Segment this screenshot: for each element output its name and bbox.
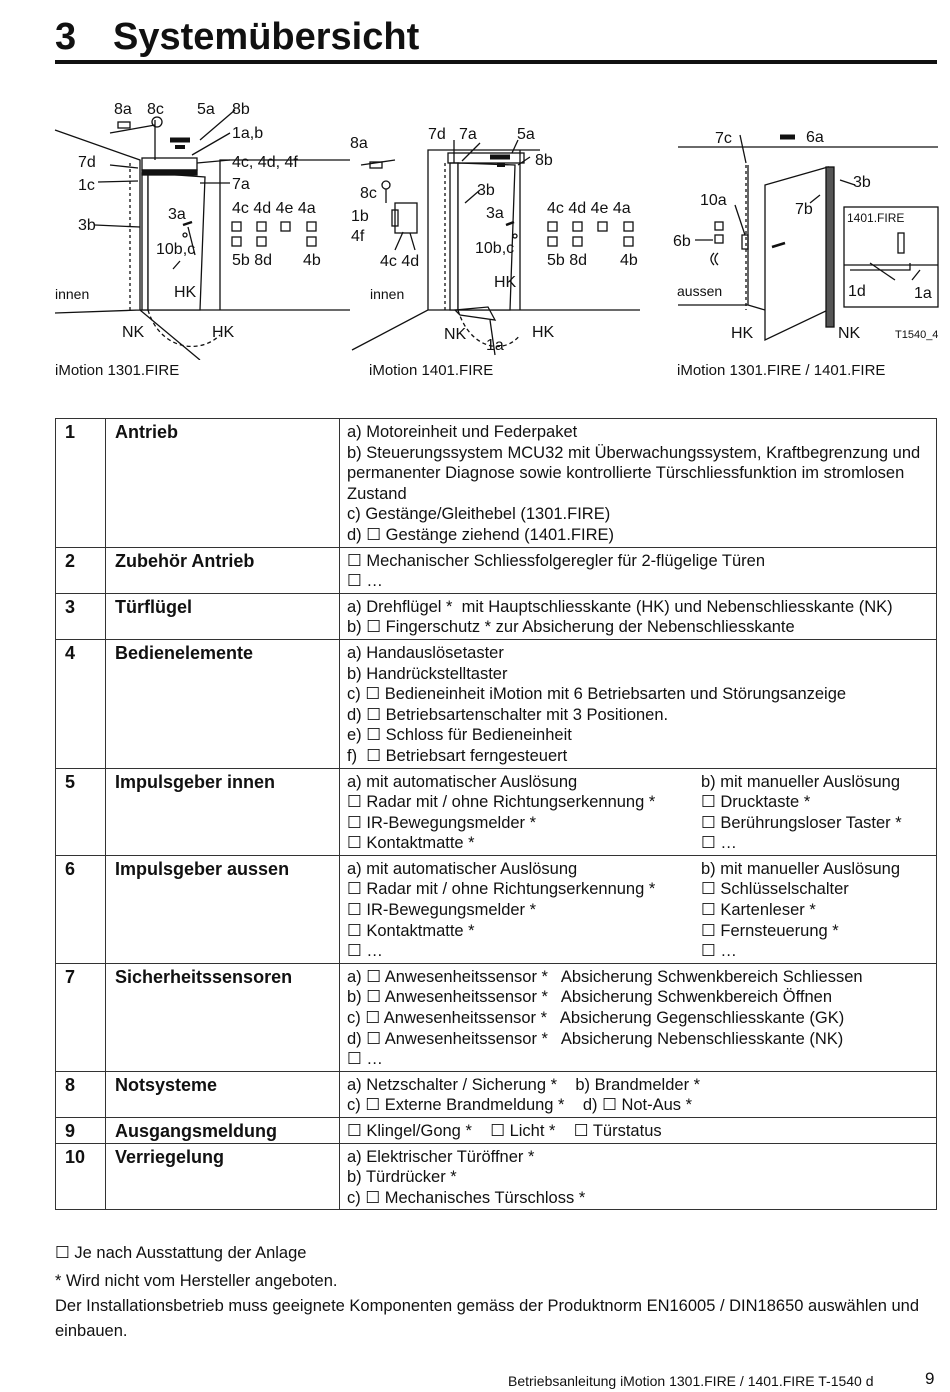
table-row: [56, 768, 937, 855]
description-line: a) Handauslösetaster: [347, 643, 504, 662]
two-column-list: [347, 859, 930, 962]
label: 7d: [428, 126, 446, 143]
description-line: ☐ Schlüsselschalter: [701, 880, 849, 899]
description-line: b) Türdrücker *: [347, 1168, 457, 1187]
row-title: Sicherheitssensoren: [106, 963, 340, 1071]
label: aussen: [677, 283, 723, 299]
description-line: ☐ Klingel/Gong * ☐ Licht * ☐ Türstatus: [347, 1122, 662, 1140]
row-number: 4: [56, 639, 106, 768]
description-line: ☐ Radar mit / ohne Richtungserkennung *: [347, 793, 656, 812]
section-number: 3: [55, 16, 77, 58]
system-overview-figure: [50, 85, 940, 360]
description-line: b) ☐ Anwesenheitssensor * Absicherung Schwenkbereich Öffnen: [347, 988, 833, 1007]
description-line: ☐ Kontaktmatte *: [347, 921, 475, 940]
description-line: c) ☐ Bedieneinheit iMotion mit 6 Betriebsarten und Störungsanzeige: [347, 685, 847, 704]
label: 4b: [303, 252, 321, 269]
label: 3b: [853, 174, 871, 191]
label: 8b: [232, 101, 250, 118]
figure-id: T1540_4: [895, 329, 939, 341]
description-line: ☐ Drucktaste *: [701, 793, 811, 812]
row-description: [340, 855, 937, 963]
row-description: [340, 1118, 937, 1144]
row-number: 5: [56, 768, 106, 855]
column-manual: [701, 772, 902, 854]
label: 5b 8d: [232, 252, 273, 269]
row-title: Türflügel: [106, 593, 340, 639]
label: 5b 8d: [547, 252, 588, 269]
column-manual: [701, 859, 900, 962]
label: 3a: [486, 205, 504, 222]
description-line: c) Gestänge/Gleithebel (1301.FIRE): [347, 505, 611, 524]
section-title: Systemübersicht: [113, 16, 420, 58]
row-number: 7: [56, 963, 106, 1071]
label: 4c 4d: [380, 253, 420, 270]
table-row: [56, 639, 937, 768]
description-line: a) ☐ Anwesenheitssensor * Absicherung Schwenkbereich Schliessen: [347, 967, 863, 986]
label: 4b: [620, 252, 638, 269]
label: HK: [494, 274, 517, 291]
row-description: [340, 593, 937, 639]
row-title: Impulsgeber aussen: [106, 855, 340, 963]
description-line: ☐ Kontaktmatte *: [347, 834, 475, 853]
label: 8a: [350, 135, 368, 152]
row-number: 3: [56, 593, 106, 639]
section-heading: [55, 10, 937, 64]
description-line: ☐ …: [347, 572, 383, 591]
description-line: c) ☐ Externe Brandmeldung * d) ☐ Not-Aus *: [347, 1096, 693, 1115]
label: 7b: [795, 201, 813, 218]
row-title: Ausgangsmeldung: [106, 1118, 340, 1144]
table-row: [56, 1118, 937, 1144]
description-line: a) Elektrischer Türöffner *: [347, 1147, 535, 1166]
row-number: 1: [56, 419, 106, 548]
description-line: c) ☐ Anwesenheitssensor * Absicherung Gegenschliesskante (GK): [347, 1009, 845, 1028]
label: innen: [370, 286, 405, 302]
row-description: [340, 1071, 937, 1117]
row-description: [340, 963, 937, 1071]
label: 1c: [78, 177, 95, 194]
label: 4c 4d 4e 4a: [547, 200, 631, 217]
row-title: Zubehör Antrieb: [106, 547, 340, 593]
description-line: ☐ Radar mit / ohne Richtungserkennung *: [347, 880, 656, 899]
description-line: ☐ Kartenleser *: [701, 901, 816, 920]
table-row: [56, 547, 937, 593]
table-row: [56, 419, 937, 548]
column-automatic: [347, 772, 701, 854]
table-row: [56, 855, 937, 963]
row-description: [340, 768, 937, 855]
label: HK: [212, 324, 235, 341]
table-row: [56, 593, 937, 639]
description-line: d) ☐ Betriebsartenschalter mit 3 Positionen.: [347, 705, 669, 724]
figure-caption: iMotion 1401.FIRE: [369, 362, 494, 379]
description-line: ☐ …: [347, 942, 383, 961]
description-line: a) Motoreinheit und Federpaket: [347, 423, 578, 441]
description-line: ☐ …: [347, 1050, 383, 1069]
description-line: b) ☐ Fingerschutz * zur Absicherung der Nebenschliesskante: [347, 618, 795, 637]
label: 7a: [459, 126, 477, 143]
label: 1a: [914, 285, 932, 302]
description-line: a) mit automatischer Auslösung: [347, 772, 578, 791]
label: HK: [174, 284, 197, 301]
table-row: [56, 1143, 937, 1210]
row-description: [340, 419, 937, 548]
description-line: d) ☐ Gestänge ziehend (1401.FIRE): [347, 525, 615, 544]
label: 3b: [78, 217, 96, 234]
description-line: ☐ IR-Bewegungsmelder *: [347, 813, 537, 832]
page-footer: Betriebsanleitung iMotion 1301.FIRE / 1401.FIRE T-1540 d: [508, 1373, 874, 1389]
row-title: Antrieb: [106, 419, 340, 548]
label: NK: [122, 324, 145, 341]
description-line: b) Handrückstelltaster: [347, 664, 508, 683]
label: 4c 4d 4e 4a: [232, 200, 316, 217]
description-line: ☐ Mechanischer Schliessfolgeregler für 2-flügelige Türen: [347, 551, 766, 570]
label: HK: [731, 325, 754, 342]
label: 8a: [114, 101, 132, 118]
label: 10b,c: [156, 241, 196, 258]
description-line: ☐ …: [701, 942, 737, 961]
description-line: b) Steuerungssystem MCU32 mit Überwachungssystem, Kraftbegrenzung und permanenter Diagnose sowie kontrollierte Türschliessfunktion im stromlosen Zustand: [347, 443, 925, 503]
row-description: [340, 547, 937, 593]
description-line: a) mit automatischer Auslösung: [347, 859, 578, 878]
label: NK: [444, 326, 467, 343]
two-column-list: [347, 772, 930, 854]
description-line: ☐ Fernsteuerung *: [701, 921, 839, 940]
label: 1b: [351, 208, 369, 225]
description-line: a) Drehflügel * mit Hauptschliesskante (HK) und Nebenschliesskante (NK): [347, 597, 893, 616]
system-table: [55, 418, 937, 1210]
inset-label: 1401.FIRE: [847, 211, 905, 225]
label: 3b: [477, 182, 495, 199]
description-line: e) ☐ Schloss für Bedieneinheit: [347, 726, 572, 745]
description-line: f) ☐ Betriebsart ferngesteuert: [347, 746, 568, 765]
label: 5a: [197, 101, 215, 118]
row-number: 6: [56, 855, 106, 963]
diagram-1301: [55, 110, 350, 360]
row-title: Notsysteme: [106, 1071, 340, 1117]
row-description: [340, 1143, 937, 1210]
label: innen: [55, 286, 90, 302]
label: 6a: [806, 129, 824, 146]
row-title: Bedienelemente: [106, 639, 340, 768]
label: 7c: [715, 130, 732, 147]
footnote-optional: ☐ Je nach Ausstattung der Anlage: [55, 1244, 307, 1262]
row-description: [340, 639, 937, 768]
label: 8c: [147, 101, 164, 118]
row-title: Verriegelung: [106, 1143, 340, 1210]
row-number: 9: [56, 1118, 106, 1144]
description-line: c) ☐ Mechanisches Türschloss *: [347, 1188, 586, 1207]
label: 7d: [78, 154, 96, 171]
description-line: ☐ …: [701, 834, 737, 853]
figure-caption: iMotion 1301.FIRE / 1401.FIRE: [677, 362, 886, 379]
row-number: 10: [56, 1143, 106, 1210]
label: 8b: [535, 152, 553, 169]
footnote-not-supplied: * Wird nicht vom Hersteller angeboten.: [55, 1272, 338, 1290]
description-line: ☐ IR-Bewegungsmelder *: [347, 901, 537, 920]
description-line: b) mit manueller Auslösung: [701, 772, 901, 791]
label: 1a,b: [232, 125, 264, 142]
label: 1a: [486, 337, 504, 354]
row-number: 2: [56, 547, 106, 593]
label: 4f: [351, 228, 365, 245]
label: 3a: [168, 206, 186, 223]
column-automatic: [347, 859, 701, 962]
description-line: d) ☐ Anwesenheitssensor * Absicherung Nebenschliesskante (NK): [347, 1029, 844, 1048]
footnote-installation: Der Installationsbetrieb muss geeignete Komponenten gemäss der Produktnorm EN16005 / DIN18650 auswählen und einbauen.: [55, 1297, 920, 1340]
page-number: 9: [925, 1369, 935, 1388]
label: 6b: [673, 233, 691, 250]
label: 5a: [517, 126, 535, 143]
label: 1d: [848, 283, 866, 300]
label: 8c: [360, 185, 377, 202]
table-row: [56, 1071, 937, 1117]
label: 4c, 4d, 4f: [232, 154, 298, 171]
diagram-outside: [678, 135, 938, 340]
row-number: 8: [56, 1071, 106, 1117]
label: 10a: [700, 192, 727, 209]
row-title: Impulsgeber innen: [106, 768, 340, 855]
label: 7a: [232, 176, 250, 193]
description-line: b) mit manueller Auslösung: [701, 859, 901, 878]
description-line: ☐ Berührungsloser Taster *: [701, 813, 902, 832]
label: HK: [532, 324, 555, 341]
table-row: [56, 963, 937, 1071]
figure-caption: iMotion 1301.FIRE: [55, 362, 180, 379]
label: NK: [838, 325, 861, 342]
label: 10b,c: [475, 240, 515, 257]
description-line: a) Netzschalter / Sicherung * b) Brandmelder *: [347, 1075, 701, 1094]
